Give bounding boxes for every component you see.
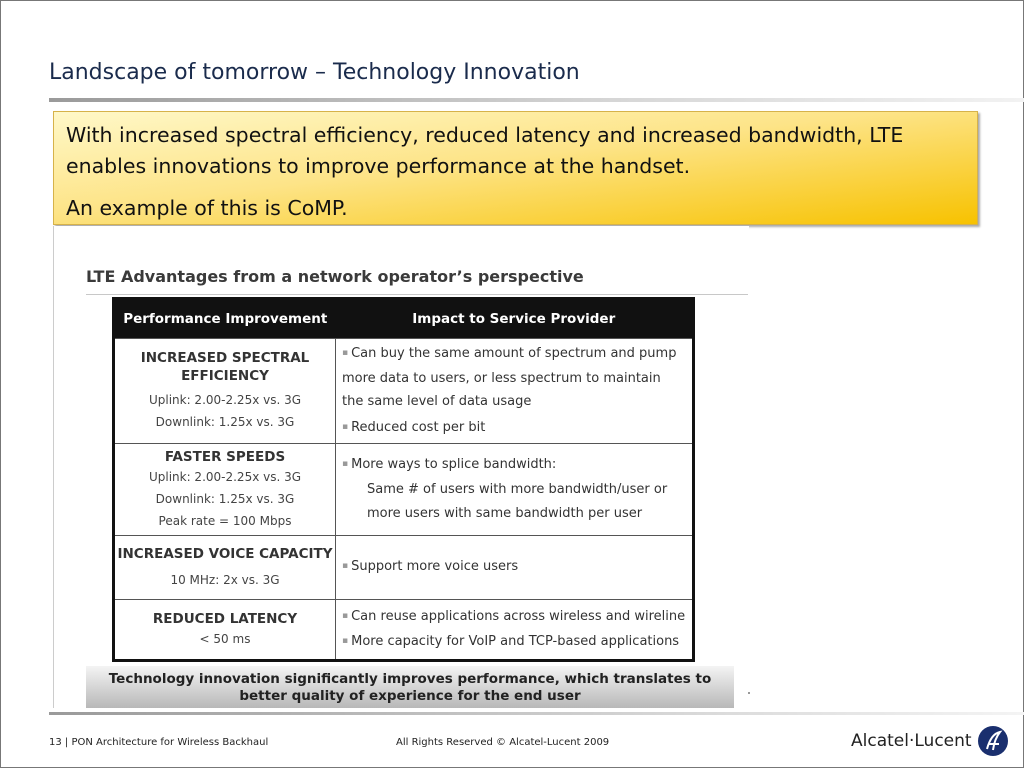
impact-bullet: ▪ Support more voice users bbox=[342, 555, 686, 580]
figure-heading-rule bbox=[86, 294, 748, 295]
table-row bbox=[114, 339, 694, 444]
footer-copyright: All Rights Reserved © Alcatel-Lucent 2009 bbox=[396, 737, 610, 748]
impact-cell bbox=[336, 444, 694, 536]
alcatel-lucent-logo-icon bbox=[978, 726, 1008, 756]
decorative-dot bbox=[748, 692, 750, 694]
performance-cell bbox=[114, 339, 336, 444]
performance-title: FASTER SPEEDS bbox=[164, 448, 286, 465]
company-logo bbox=[851, 724, 1008, 758]
impact-subtext: Same # of users with more bandwidth/user or more users with same bandwidth per user bbox=[367, 482, 668, 521]
figure-heading: LTE Advantages from a network operator’s perspective bbox=[86, 267, 584, 286]
table-row bbox=[114, 444, 694, 536]
performance-detail: Uplink: 2.00-2.25x vs. 3G bbox=[148, 469, 302, 484]
callout-paragraph-2: An example of this is CoMP. bbox=[66, 196, 348, 220]
logo-text: Alcatel·Lucent bbox=[851, 731, 972, 751]
performance-cell bbox=[114, 536, 336, 600]
performance-title: INCREASED SPECTRAL EFFICIENCY bbox=[140, 350, 310, 384]
table-row bbox=[114, 536, 694, 600]
performance-detail: Peak rate = 100 Mbps bbox=[158, 513, 292, 528]
impact-cell bbox=[336, 339, 694, 444]
impact-bullet: ▪ More ways to splice bandwidth: bbox=[342, 453, 686, 478]
performance-detail: 10 MHz: 2x vs. 3G bbox=[170, 572, 280, 587]
impact-bullet: ▪ Reduced cost per bit bbox=[342, 416, 686, 441]
callout-box bbox=[53, 111, 978, 225]
summary-banner: Technology innovation significantly improves performance, which translates to better quality of experience for the end user bbox=[86, 666, 734, 708]
performance-detail: Downlink: 1.25x vs. 3G bbox=[155, 415, 295, 429]
title-divider bbox=[49, 98, 1024, 102]
footer-page-label: 13 | PON Architecture for Wireless Backhaul bbox=[49, 737, 269, 748]
performance-detail: Uplink: 2.00-2.25x vs. 3G bbox=[148, 393, 302, 407]
impact-bullet: ▪ Can reuse applications across wireless and wireline bbox=[342, 605, 686, 630]
performance-detail: < 50 ms bbox=[199, 631, 251, 646]
impact-bullet: ▪ More capacity for VoIP and TCP-based applications bbox=[342, 630, 686, 655]
impact-cell bbox=[336, 600, 694, 661]
impact-cell bbox=[336, 536, 694, 600]
callout-paragraph-1: With increased spectral efficiency, reduced latency and increased bandwidth, LTE enables innovations to improve performance at the handset. bbox=[66, 123, 904, 178]
performance-title: REDUCED LATENCY bbox=[152, 610, 298, 627]
column-header-performance: Performance Improvement bbox=[114, 299, 336, 339]
table-header-row bbox=[114, 299, 694, 339]
slide-title: Landscape of tomorrow – Technology Innovation bbox=[49, 60, 580, 85]
table-row bbox=[114, 600, 694, 661]
performance-detail: Downlink: 1.25x vs. 3G bbox=[155, 491, 295, 506]
advantages-table bbox=[112, 297, 695, 662]
performance-cell bbox=[114, 444, 336, 536]
footer-divider bbox=[49, 712, 1024, 715]
impact-bullet: ▪ Can buy the same amount of spectrum and pump more data to users, or less spectrum to maintain the same level of data usage bbox=[342, 342, 686, 413]
performance-cell bbox=[114, 600, 336, 661]
column-header-impact: Impact to Service Provider bbox=[336, 299, 694, 339]
performance-title: INCREASED VOICE CAPACITY bbox=[117, 545, 333, 562]
